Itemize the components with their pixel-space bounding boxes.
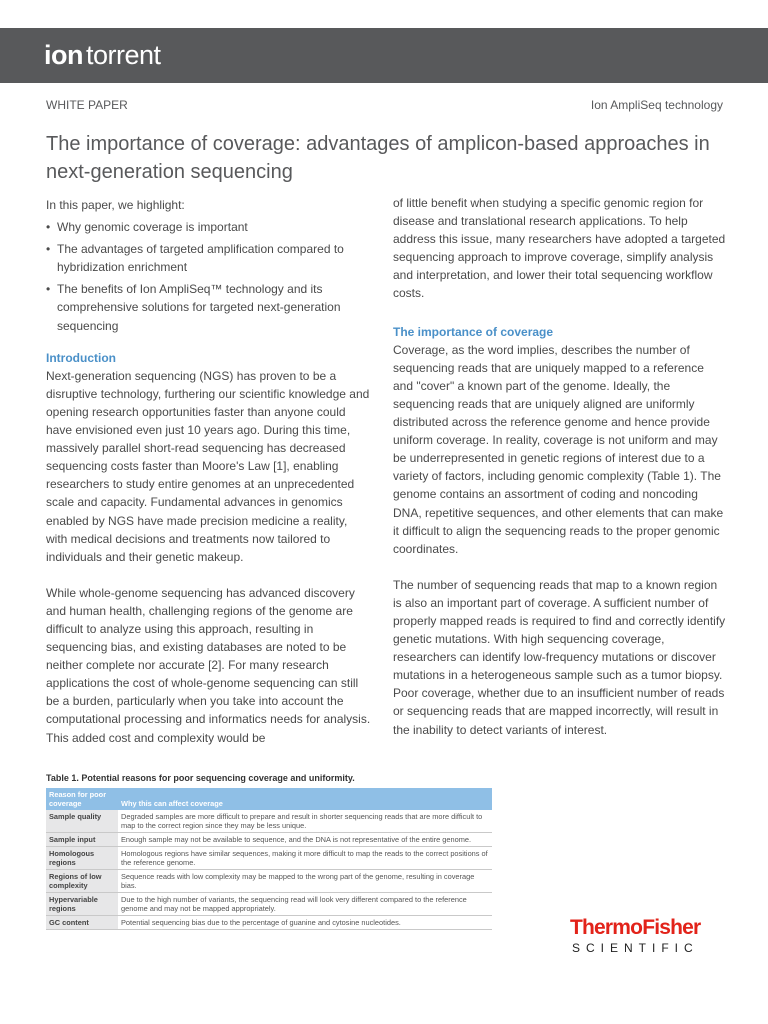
table-header-row	[46, 788, 492, 810]
thermo-fisher-logo	[570, 917, 700, 955]
list-item: • The advantages of targeted amplification compared to hybridization enrichment	[46, 240, 371, 276]
table-row	[46, 893, 492, 916]
section-heading-introduction: Introduction	[46, 350, 116, 365]
document-type: WHITE PAPER	[46, 98, 128, 112]
paragraph: While whole-genome sequencing has advanced discovery and human health, challenging regions of the genome are difficult to analyze using this approach, resulting in sequencing bias, and existing databases are noted to be neither complete nor accurate [2]. For many research applications the cost of whole-genome sequencing can still be a burden, particularly when you take into account the computational processing and informatics needs for analysis. This added cost and complexity would be	[46, 585, 371, 745]
paragraph: Next-generation sequencing (NGS) has proven to be a disruptive technology, furthering our scientific knowledge and opening research opportunities faster than anyone could have envisioned even just 10 years ago. During this time, massively parallel short-read sequencing has decreased sequencing costs faster than Moore's Law [1], enabling researchers to study entire genomes at an unprecedented scale and capacity. Fundamental advances in genomics enabled by NGS have made precision medicine a reality, with medical decisions and treatments now tailored to individuals and their genetic makeup.	[46, 368, 370, 564]
left-column	[46, 196, 371, 747]
paragraph: Coverage, as the word implies, describes the number of sequencing reads that are uniquely mapped to a reference and "cover" a known part of the genome. Ideally, the sequencing reads that are uniquely aligned are uniformly distributed across the reference genome and hence provide uniform coverage. In reality, coverage is not uniform and may be underrepresented in genetic regions of interest due to a variety of factors, including genomic complexity (Table 1). The genome contains an assortment of coding and noncoding DNA, repetitive sequences, and other elements that can make it difficult to align the sequencing reads to the proper genomic coordinates.	[393, 342, 724, 556]
right-column	[393, 194, 727, 739]
section-heading-coverage: The importance of coverage	[393, 324, 554, 339]
table-caption: Table 1. Potential reasons for poor sequencing coverage and uniformity.	[46, 773, 355, 783]
paragraph: of little benefit when studying a specific genomic region for disease and translational research applications. To help address this issue, many researchers have adopted a targeted sequencing approach to improve coverage, simplify analysis and interpretation, and lower their total sequencing workflow costs.	[393, 196, 726, 301]
table-cell-reason: Regions of low complexity	[46, 870, 118, 893]
table-cell-why: Degraded samples are more difficult to prepare and result in shorter sequencing reads that are more difficult to map to the correct region since they may be less unique.	[118, 810, 492, 833]
list-item: • Why genomic coverage is important	[46, 218, 371, 236]
table-row	[46, 810, 492, 833]
paragraph: The number of sequencing reads that map to a known region is also an important part of coverage. A sufficient number of properly mapped reads is required to find and correctly identify genetic mutations. With high sequencing coverage, researchers can identify low-frequency mutations or discover mutations in a heterogeneous sample such as a tumor biopsy. Poor coverage, whether due to an insufficient number of reads or sequencing reads that are mapped incorrectly, will result in the inability to detect variants of interest.	[393, 577, 726, 737]
ion-torrent-logo	[44, 40, 161, 71]
thermo-fisher-wordmark: ThermoFisher	[570, 916, 701, 939]
table-row	[46, 847, 492, 870]
table-cell-reason: Sample quality	[46, 810, 118, 833]
list-item: • The benefits of Ion AmpliSeq™ technology and its comprehensive solutions for targeted next-generation sequencing	[46, 280, 371, 334]
table-cell-reason: Homologous regions	[46, 847, 118, 870]
highlights-list	[46, 218, 371, 335]
scientific-wordmark: SCIENTIFIC	[572, 941, 699, 955]
product-line: Ion AmpliSeq technology	[590, 98, 723, 112]
table-row	[46, 916, 492, 930]
logo-ion: ion	[44, 40, 83, 70]
table-header-why: Why this can affect coverage	[118, 788, 492, 810]
table-cell-why: Homologous regions have similar sequences, making it more difficult to map the reads to the correct positions of the reference genome.	[118, 847, 492, 870]
coverage-table	[46, 788, 492, 930]
highlights-intro: In this paper, we highlight:	[46, 198, 185, 212]
table-row	[46, 833, 492, 847]
table-cell-reason: GC content	[46, 916, 118, 930]
logo-torrent: torrent	[86, 40, 161, 70]
table-cell-reason: Hypervariable regions	[46, 893, 118, 916]
table-cell-why: Sequence reads with low complexity may be mapped to the wrong part of the genome, resulting in coverage bias.	[118, 870, 492, 893]
table-cell-why: Due to the high number of variants, the sequencing read will look very different compared to the reference genome and may not be mapped appropriately.	[118, 893, 492, 916]
table-cell-why: Enough sample may not be available to sequence, and the DNA is not representative of the entire genome.	[118, 833, 492, 847]
table-cell-why: Potential sequencing bias due to the percentage of guanine and cytosine nucleotides.	[118, 916, 492, 930]
table-header-reason: Reason for poor coverage	[46, 788, 118, 810]
table-cell-reason: Sample input	[46, 833, 118, 847]
page-title: The importance of coverage: advantages of amplicon-based approaches in next-generation sequencing	[46, 133, 710, 183]
table-row	[46, 870, 492, 893]
